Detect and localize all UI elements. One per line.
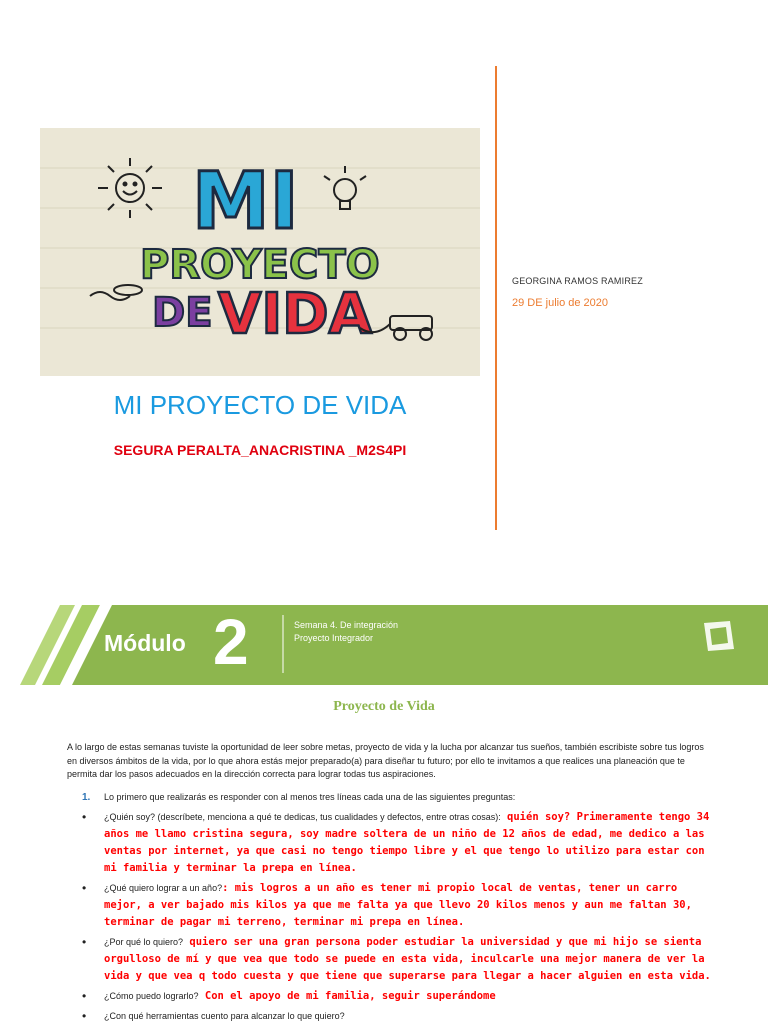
mi-proyecto-de-vida-illustration [40, 128, 480, 376]
question-text: ¿Con qué herramientas cuento para alcanzar lo que quiero? [104, 1011, 345, 1021]
svg-text:DE: DE [152, 290, 213, 336]
document-title: Proyecto de Vida [333, 699, 435, 714]
list-item [78, 934, 718, 985]
question-text: ¿Cómo puedo lograrlo? [104, 991, 199, 1001]
list-item [78, 809, 718, 877]
document-date: 29 DE julio de 2020 [512, 297, 609, 309]
intro-paragraph: A lo largo de estas semanas tuviste la oportunidad de leer sobre metas, proyecto de vida y la lucha por alcanzar tus sueños, también escribiste sobre tus logros en diversos ámbitos de la vida, por lo que ahora estás mejor preparado(a) para diseñar tu futuro; por ello te invitamos a que realices una planeación que te permita dar los pasos adecuados en la dirección correcta para lograr todas tus aspiraciones. [67, 742, 704, 779]
page-title: MI PROYECTO DE VIDA [113, 390, 407, 420]
bullet-icon: • [82, 810, 87, 824]
bullet-icon: • [82, 881, 87, 895]
question-list [78, 789, 718, 1028]
svg-text:VIDA: VIDA [218, 282, 372, 347]
answer-text: : mis logros a un año es tener mi propio local de ventas, tener un carro mejor, a ver bajado mis kilos ya que me falta ya que llevo 20 kilos menos y aun me faltan 30, terminar de pagar mi terreno, terminar mi prepa en línea. [104, 882, 692, 928]
numbered-text: Lo primero que realizarás es responder con al menos tres líneas cada una de las siguientes preguntas: [104, 792, 516, 802]
list-item [78, 880, 718, 931]
svg-text:PROYECTO: PROYECTO [140, 242, 380, 288]
bullet-icon: • [82, 989, 87, 1003]
question-text: ¿Quién soy? (descríbete, menciona a qué te dedicas, tus cualidades y defectos, entre otras cosas): [104, 812, 501, 822]
banner-subtitle [294, 619, 398, 645]
week-label: Semana 4. De integración [294, 620, 399, 630]
question-text: ¿Qué quiero lograr a un año? [104, 883, 223, 893]
answer-text: Con el apoyo de mi familia, seguir superándome [198, 990, 496, 1002]
answer-text: quién soy? Primeramente tengo 34 años me llamo cristina segura, soy madre soltera de un niño de 12 años de edad, me dedico a las ventas por internet, ya que casi no tengo tiempo libre y el que tengo lo utilizo para estar con mi familia y terminar la prepa en línea. [104, 811, 710, 874]
student-subtitle: SEGURA PERALTA_ANACRISTINA _M2S4PI [113, 442, 407, 458]
numbered-item [78, 789, 718, 806]
author-name: GEORGINA RAMOS RAMIREZ [512, 276, 643, 286]
bullet-icon: • [82, 1009, 87, 1023]
orange-divider [495, 66, 497, 530]
project-label: Proyecto Integrador [294, 633, 374, 643]
list-number: 1. [82, 792, 91, 803]
bullet-icon: • [82, 935, 87, 949]
module-number: 2 [213, 606, 249, 678]
cover-image [40, 128, 480, 376]
list-item [78, 1008, 718, 1025]
module-label: Módulo [104, 630, 186, 656]
svg-text:MI: MI [192, 157, 299, 247]
prepa-en-linea-logo [704, 621, 734, 651]
question-text: ¿Por qué lo quiero? [104, 937, 184, 947]
answer-text: quiero ser una gran persona poder estudiar la universidad y que mi hijo se sienta orgulloso de mí y que vea que todo se puede en esta vida, inculcarle una mejor manera de ver la vida y que vea q todo cuesta y que tiene que superarse para llegar a hacer alguien en esta vida. [104, 936, 711, 982]
list-item [78, 988, 718, 1005]
